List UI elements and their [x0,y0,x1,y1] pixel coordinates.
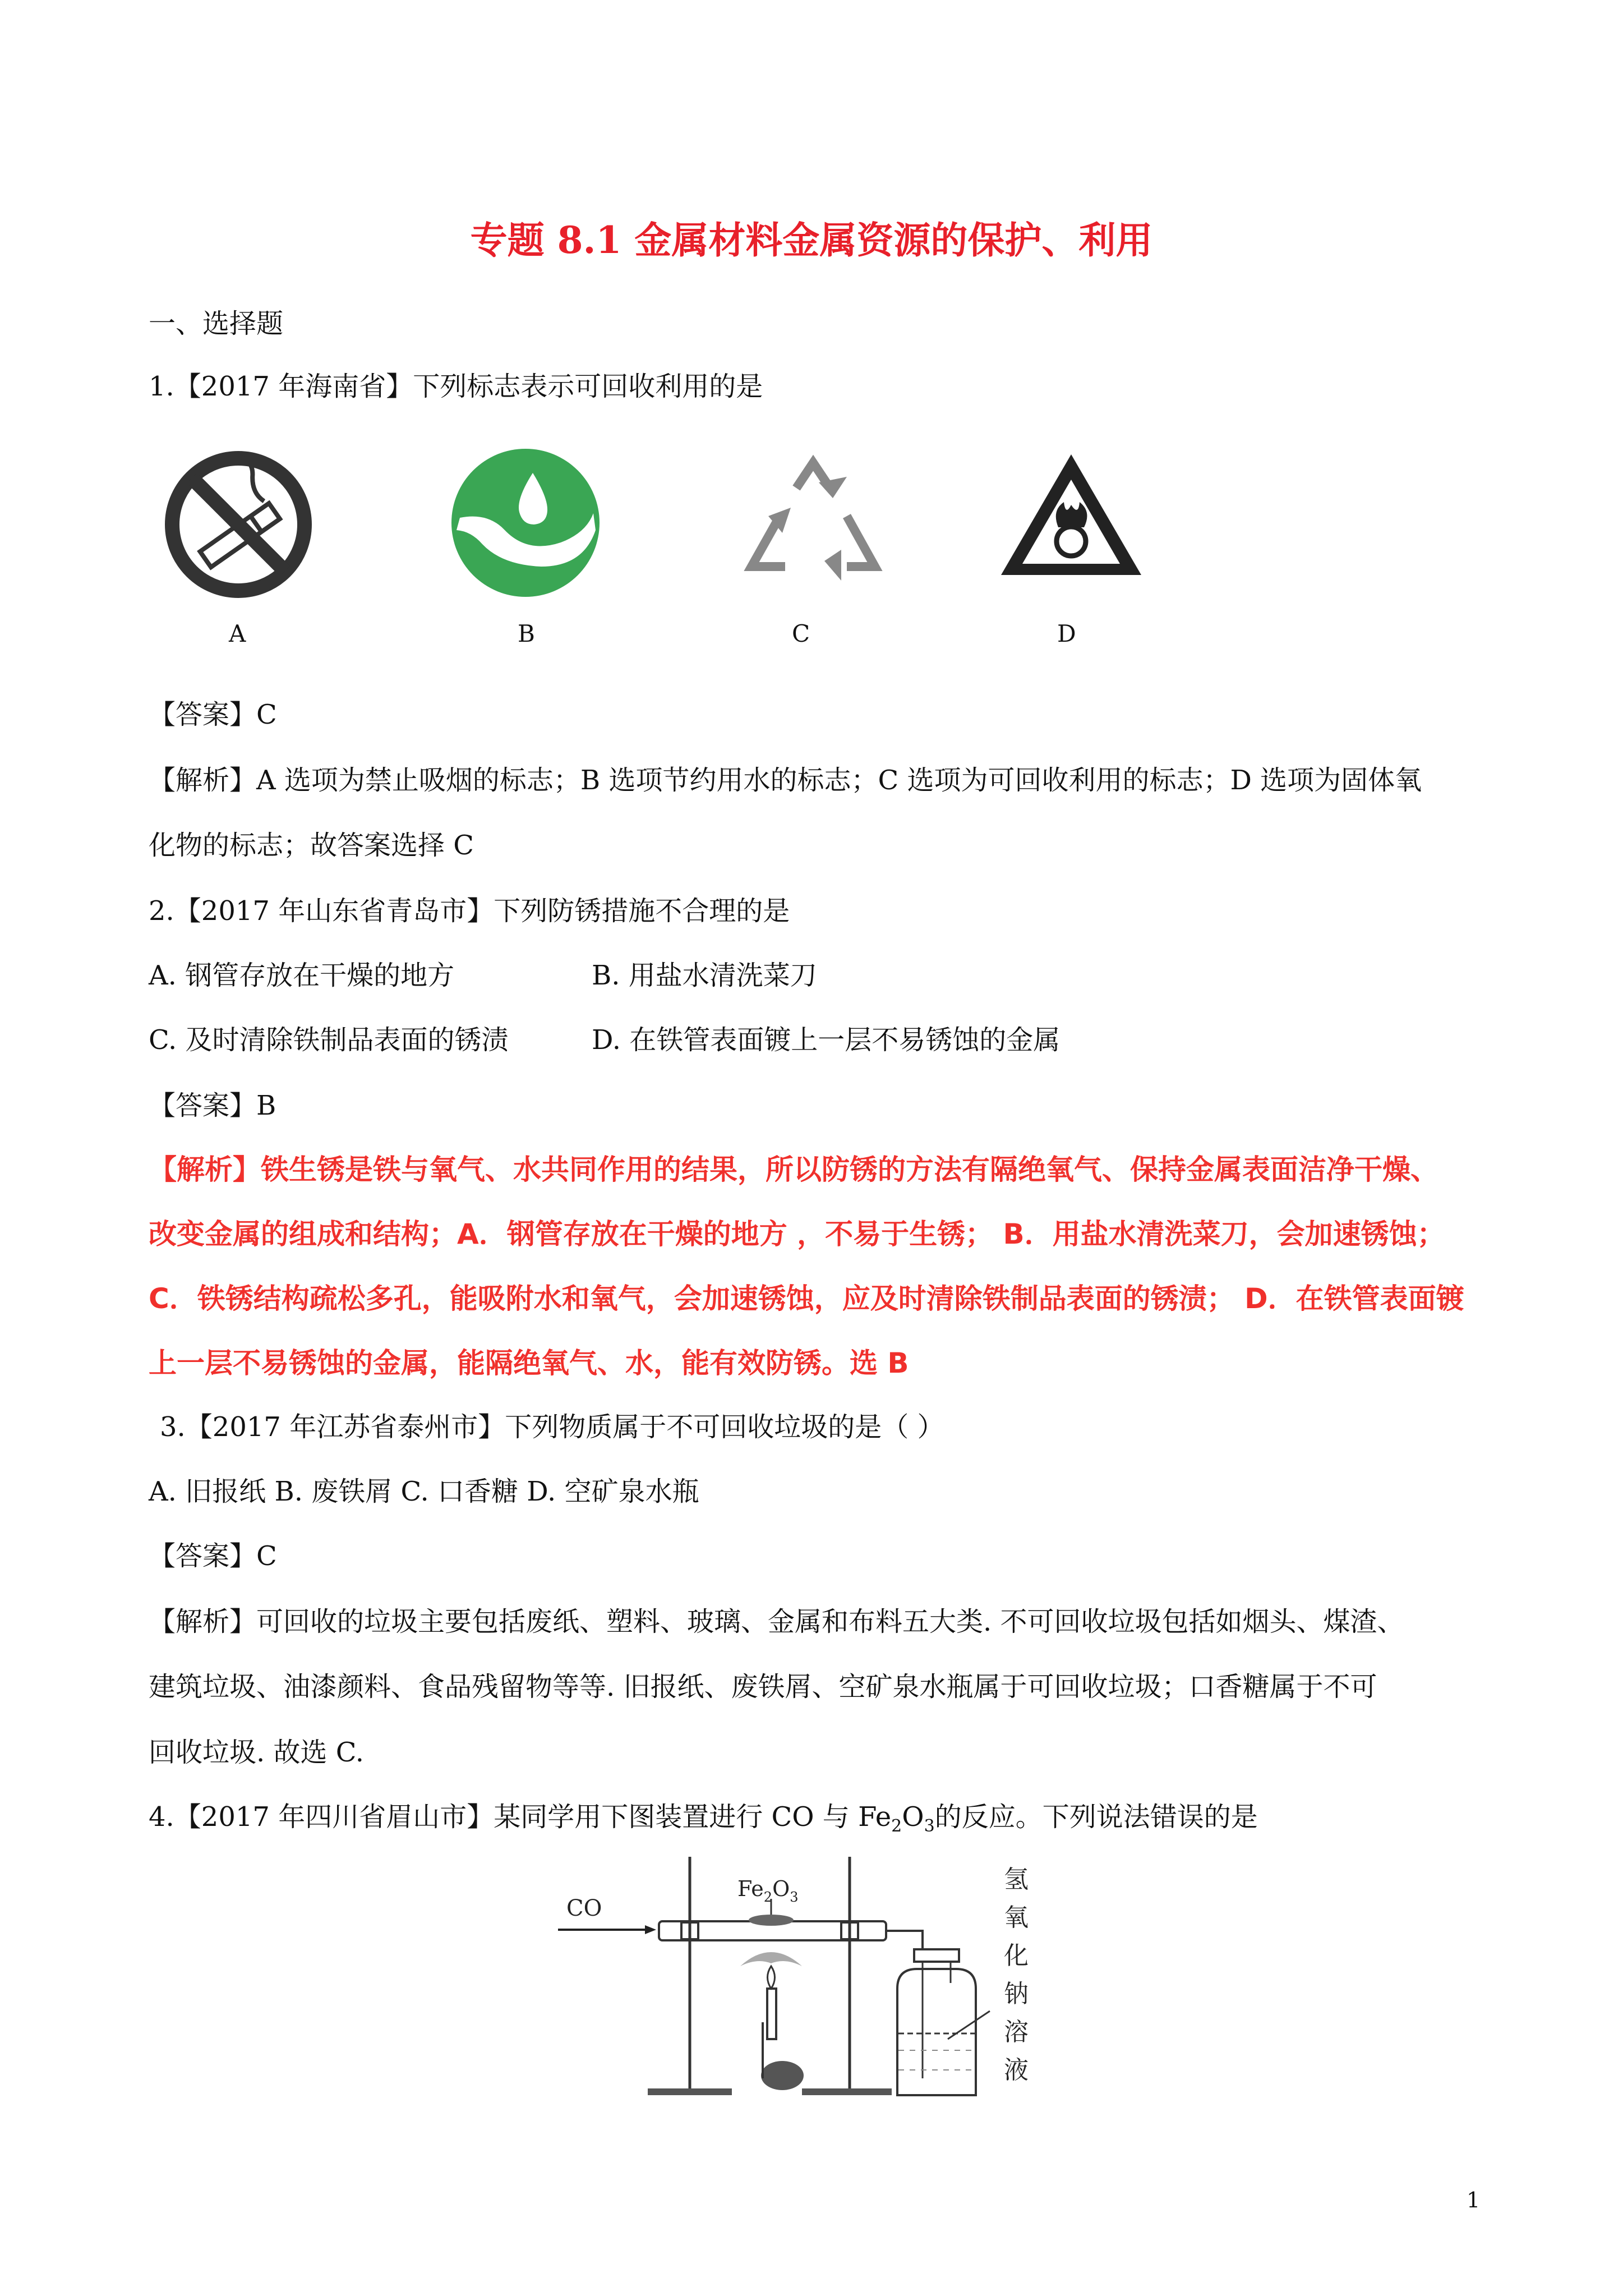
q4-stem-text: 4.【2017 年四川省眉山市】某同学用下图装置进行 CO 与 Fe [149,1801,892,1833]
q3-answer: 【答案】C [149,1540,277,1572]
page-title: 专题 8.1 金属材料金属资源的保护、利用 [470,218,1153,262]
q3-stem: 3.【2017 年江苏省泰州市】下列物质属于不可回收垃圾的是（ ） [160,1411,944,1443]
no-smoking-icon [163,449,314,600]
q2-analysis-line: 改变金属的组成和结构；A．钢管存放在干燥的地方 ，不易于生锈； B．用盐水清洗菜刀，会加速锈蚀； [149,1218,1445,1250]
q1-analysis-line: 【解析】A 选项为禁止吸烟的标志；B 选项节约用水的标志；C 选项为可回收利用的标志；D 选项为固体氧 [149,765,1422,796]
apparatus-diagram [555,1854,1094,2112]
naoh-label-char: 液 [1004,2056,1029,2085]
q2-analysis-line: C．铁锈结构疏松多孔，能吸附水和氧气，会加速锈蚀，应及时清除铁制品表面的锈渍； D．在铁管表面镀 [149,1282,1464,1315]
section-heading: 一、选择题 [149,308,284,339]
q4-stem [149,1795,1258,1836]
q2-option-b: B. 用盐水清洗菜刀 [592,960,817,991]
q3-analysis-line: 建筑垃圾、油漆颜料、食品残留物等等. 旧报纸、废铁屑、空矿泉水瓶属于可回收垃圾；口香糖属于不可 [149,1671,1377,1703]
q2-analysis-line: 【解析】铁生锈是铁与氧气、水共同作用的结果，所以防锈的方法有隔绝氧气、保持金属表面洁净干燥、 [149,1153,1438,1186]
arrow-icon [645,1925,656,1934]
q3-analysis-line: 【解析】可回收的垃圾主要包括废纸、塑料、玻璃、金属和布料五大类. 不可回收垃圾包括如烟头、煤渣、 [149,1606,1404,1637]
q1-analysis-line: 化物的标志；故答案选择 C [149,830,474,861]
q2-option-d: D. 在铁管表面镀上一层不易锈蚀的金属 [592,1024,1061,1056]
q3-options: A. 旧报纸 B. 废铁屑 C. 口香糖 D. 空矿泉水瓶 [149,1476,699,1507]
naoh-label-char: 溶 [1004,2018,1029,2046]
naoh-label-char: 氢 [1004,1865,1029,1894]
q2-analysis-line: 上一层不易锈蚀的金属，能隔绝氧气、水，能有效防锈。选 B [149,1347,909,1379]
q4-stem-text: O [902,1801,924,1833]
co-label: CO [566,1895,602,1921]
q1-option-label-a: A [229,620,246,647]
q4-stem-subscript: 3 [924,1816,935,1836]
q1-option-label-c: C [792,620,810,647]
q2-answer: 【答案】B [149,1090,276,1121]
q1-stem: 1.【2017 年海南省】下列标志表示可回收利用的是 [149,371,763,402]
q2-option-a: A. 钢管存放在干燥的地方 [149,960,455,991]
q2-option-c: C. 及时清除铁制品表面的锈渍 [149,1024,509,1056]
water-saving-icon [449,446,603,600]
fe2o3-label: $Fe_2O_3$ [737,1876,799,1905]
q2-stem: 2.【2017 年山东省青岛市】下列防锈措施不合理的是 [149,895,790,927]
q1-option-label-d: D [1057,620,1076,647]
q1-answer: 【答案】C [149,699,277,730]
naoh-label-char: 氧 [1004,1903,1029,1932]
q1-option-label-b: B [518,620,535,647]
naoh-label-char: 化 [1004,1941,1029,1970]
q3-analysis-line: 回收垃圾. 故选 C. [149,1737,365,1768]
q4-stem-subscript: 2 [891,1816,902,1836]
q4-stem-text: 的反应。下列说法错误的是 [934,1801,1258,1833]
recycling-icon [735,454,892,595]
oxidizer-warning-icon [995,449,1147,583]
naoh-label-char: 钠 [1004,1980,1029,2008]
page-number: 1 [1467,2188,1481,2212]
